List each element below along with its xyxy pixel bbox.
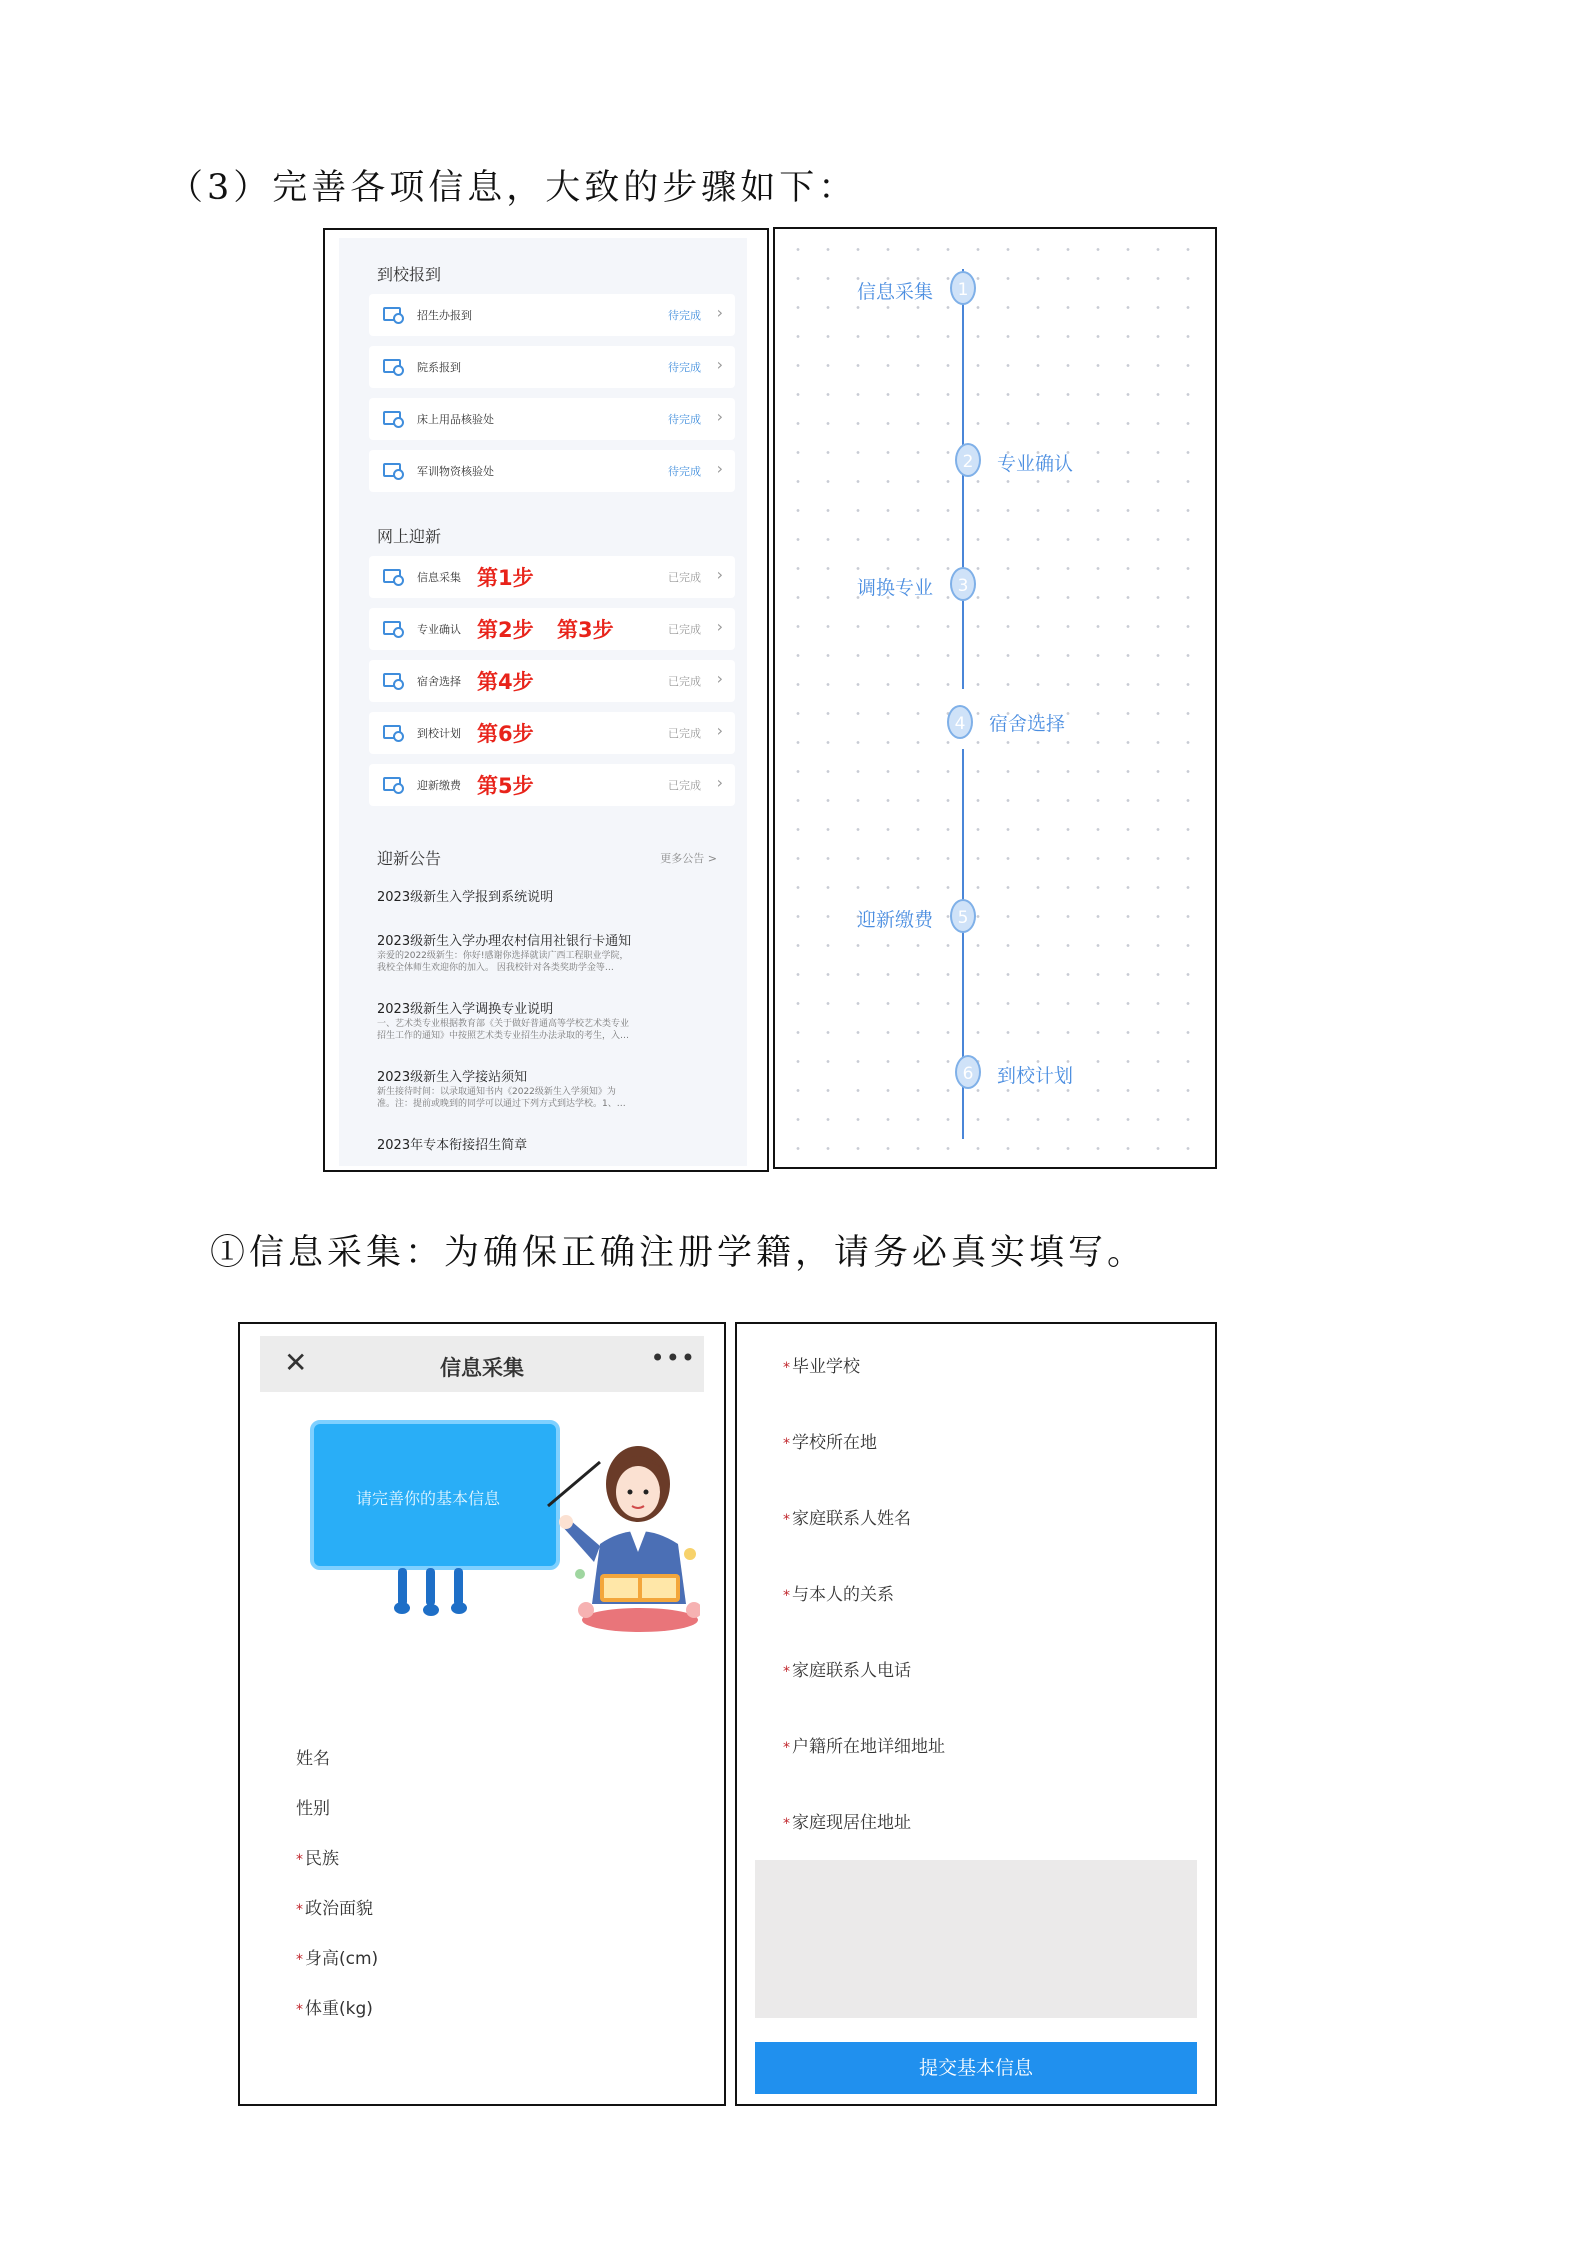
list-item-arrive[interactable] [369, 294, 735, 336]
form-field-school-location[interactable] [783, 1428, 877, 1453]
form-field-home-address[interactable] [783, 1808, 911, 1833]
more-icon[interactable]: ••• [650, 1344, 696, 1372]
chevron-right-icon: › [716, 355, 723, 374]
list-item-online[interactable] [369, 608, 735, 650]
required-mark: * [783, 1512, 790, 1528]
notice-title[interactable]: 2023级新生入学接站须知 [377, 1070, 528, 1085]
form-field-name[interactable]: 姓名 [296, 1749, 330, 1769]
list-item-online[interactable] [369, 556, 735, 598]
notice-snippet: 新生接待时间：以录取通知书内《2022级新生入学须知》为 [377, 1087, 616, 1097]
timeline-label: 专业确认 [997, 453, 1074, 475]
more-notices-link[interactable]: 更多公告 > [660, 852, 717, 865]
form-field-family-contact-name[interactable] [783, 1504, 911, 1529]
board-foot [451, 1602, 467, 1614]
field-label: 政治面貌 [305, 1899, 373, 1919]
info-form-screenshot [238, 1322, 726, 2106]
form-field-household-address[interactable] [783, 1732, 945, 1757]
item-label: 床上用品核验处 [417, 413, 494, 426]
section-heading-info: ①信息采集：为确保正确注册学籍，请务必真实填写。 [210, 1233, 1147, 1273]
form-field-relationship[interactable] [783, 1580, 894, 1605]
notice-snippet: 一、艺术类专业根据教育部《关于做好普通高等学校艺术类专业 [377, 1019, 630, 1029]
teacher-illustration [540, 1434, 700, 1644]
list-item-arrive[interactable] [369, 346, 735, 388]
chevron-right-icon: › [716, 617, 723, 636]
document-icon [383, 463, 401, 477]
timeline-label: 调换专业 [857, 577, 934, 599]
list-item-arrive[interactable] [369, 450, 735, 492]
section-title-arrive: 到校报到 [377, 265, 442, 284]
field-label: 体重(kg) [305, 1999, 373, 2019]
item-label: 招生办报到 [417, 309, 472, 322]
board-foot [423, 1604, 439, 1616]
app-header [260, 1336, 704, 1392]
form-field-gender[interactable]: 性别 [296, 1799, 330, 1819]
required-mark: * [783, 1816, 790, 1832]
notice-title[interactable]: 2023级新生入学调换专业说明 [377, 1002, 554, 1017]
notice-snippet: 亲爱的2022级新生：你好!感谢你选择就读广西工程职业学院， [377, 951, 629, 961]
step-annotation: 第3步 [557, 618, 614, 642]
list-item-online[interactable] [369, 660, 735, 702]
required-mark: * [783, 1740, 790, 1756]
field-label: 家庭联系人姓名 [792, 1509, 911, 1529]
required-mark: * [296, 2002, 303, 2018]
field-label: 民族 [305, 1849, 339, 1869]
bed-icon [383, 673, 401, 687]
timeline-node: 6 [955, 1055, 981, 1089]
close-icon[interactable]: ✕ [284, 1346, 308, 1379]
required-mark: * [296, 1952, 303, 1968]
timeline-label: 到校计划 [997, 1065, 1074, 1087]
item-label: 专业确认 [417, 623, 461, 636]
field-label: 学校所在地 [792, 1433, 877, 1453]
step-annotation: 第1步 [477, 566, 534, 590]
status-text: 待完成 [668, 413, 701, 426]
steps-timeline [773, 227, 1217, 1169]
board-leg [398, 1568, 407, 1606]
form-field-height[interactable] [296, 1944, 378, 1969]
required-mark: * [783, 1436, 790, 1452]
required-mark: * [296, 1852, 303, 1868]
form-field-political-status[interactable] [296, 1894, 373, 1919]
item-label: 院系报到 [417, 361, 461, 374]
page-title: 信息采集 [440, 1356, 524, 1380]
notice-snippet: 准。注：提前或晚到的同学可以通过下列方式到达学校。1、… [377, 1099, 626, 1109]
list-item-online[interactable] [369, 764, 735, 806]
form-field-weight[interactable] [296, 1994, 373, 2019]
status-text: 已完成 [668, 779, 701, 792]
section-heading-steps: （3）完善各项信息，大致的步骤如下： [168, 168, 858, 208]
mail-icon [383, 569, 401, 583]
list-item-online[interactable] [369, 712, 735, 754]
section-title-online: 网上迎新 [377, 527, 442, 546]
form-field-graduation-school[interactable] [783, 1352, 860, 1377]
status-text: 待完成 [668, 309, 701, 322]
chevron-right-icon: › [716, 407, 723, 426]
board-foot [394, 1602, 410, 1614]
status-text: 已完成 [668, 623, 701, 636]
banner-board [310, 1420, 560, 1570]
field-label: 户籍所在地详细地址 [792, 1737, 945, 1757]
item-label: 迎新缴费 [417, 779, 461, 792]
timeline-label: 信息采集 [857, 281, 934, 303]
notice-title[interactable]: 2023级新生入学报到系统说明 [377, 890, 554, 905]
form-field-family-contact-phone[interactable] [783, 1656, 911, 1681]
field-label: 家庭联系人电话 [792, 1661, 911, 1681]
checklist-screenshot [323, 228, 769, 1172]
status-text: 已完成 [668, 571, 701, 584]
item-label: 信息采集 [417, 571, 461, 584]
step-annotation: 第5步 [477, 774, 534, 798]
field-label: 毕业学校 [792, 1357, 860, 1377]
step-annotation: 第2步 [477, 618, 534, 642]
edit-icon [383, 621, 401, 635]
required-mark: * [783, 1588, 790, 1604]
timeline-node: 4 [947, 705, 973, 739]
info-form-continued-screenshot [735, 1322, 1217, 2106]
calendar-icon [383, 725, 401, 739]
item-label: 到校计划 [417, 727, 461, 740]
status-text: 已完成 [668, 727, 701, 740]
chevron-right-icon: › [716, 565, 723, 584]
field-label: 家庭现居住地址 [792, 1813, 911, 1833]
item-label: 军训物资核验处 [417, 465, 494, 478]
chevron-right-icon: › [716, 303, 723, 322]
timeline-label: 宿舍选择 [989, 713, 1066, 735]
document-icon [383, 307, 401, 321]
status-text: 待完成 [668, 361, 701, 374]
timeline-node: 3 [950, 567, 976, 601]
field-label: 与本人的关系 [792, 1585, 894, 1605]
chevron-right-icon: › [716, 459, 723, 478]
notice-title[interactable]: 2023年专本衔接招生简章 [377, 1138, 528, 1153]
timeline-node: 1 [950, 271, 976, 305]
required-mark: * [296, 1902, 303, 1918]
list-item-arrive[interactable] [369, 398, 735, 440]
document-icon [383, 411, 401, 425]
timeline-node: 5 [950, 899, 976, 933]
form-field-ethnicity[interactable] [296, 1844, 339, 1869]
timeline-node: 2 [955, 443, 981, 477]
chevron-right-icon: › [716, 669, 723, 688]
document-icon [383, 359, 401, 373]
submit-button[interactable]: 提交基本信息 [755, 2042, 1197, 2094]
timeline-label: 迎新缴费 [857, 909, 934, 931]
step-annotation: 第4步 [477, 670, 534, 694]
notice-snippet: 招生工作的通知》中按照艺术类专业招生办法录取的考生，入… [377, 1031, 630, 1041]
status-text: 待完成 [668, 465, 701, 478]
chevron-right-icon: › [716, 721, 723, 740]
status-text: 已完成 [668, 675, 701, 688]
notice-title[interactable]: 2023级新生入学办理农村信用社银行卡通知 [377, 934, 632, 949]
payment-icon [383, 777, 401, 791]
field-label: 身高(cm) [305, 1949, 379, 1969]
section-title-notice: 迎新公告 [377, 849, 442, 868]
checklist-background [339, 238, 747, 1166]
banner-text: 请完善你的基本信息 [356, 1489, 501, 1508]
required-mark: * [783, 1360, 790, 1376]
board-leg [454, 1568, 463, 1606]
required-mark: * [783, 1664, 790, 1680]
form-spacer [755, 1860, 1197, 2018]
timeline-line [962, 269, 964, 689]
step-annotation: 第6步 [477, 722, 534, 746]
item-label: 宿舍选择 [417, 675, 461, 688]
notice-snippet: 我校全体师生欢迎你的加入。 因我校针对各类奖助学金等… [377, 963, 614, 973]
board-leg [426, 1568, 435, 1606]
chevron-right-icon: › [716, 773, 723, 792]
